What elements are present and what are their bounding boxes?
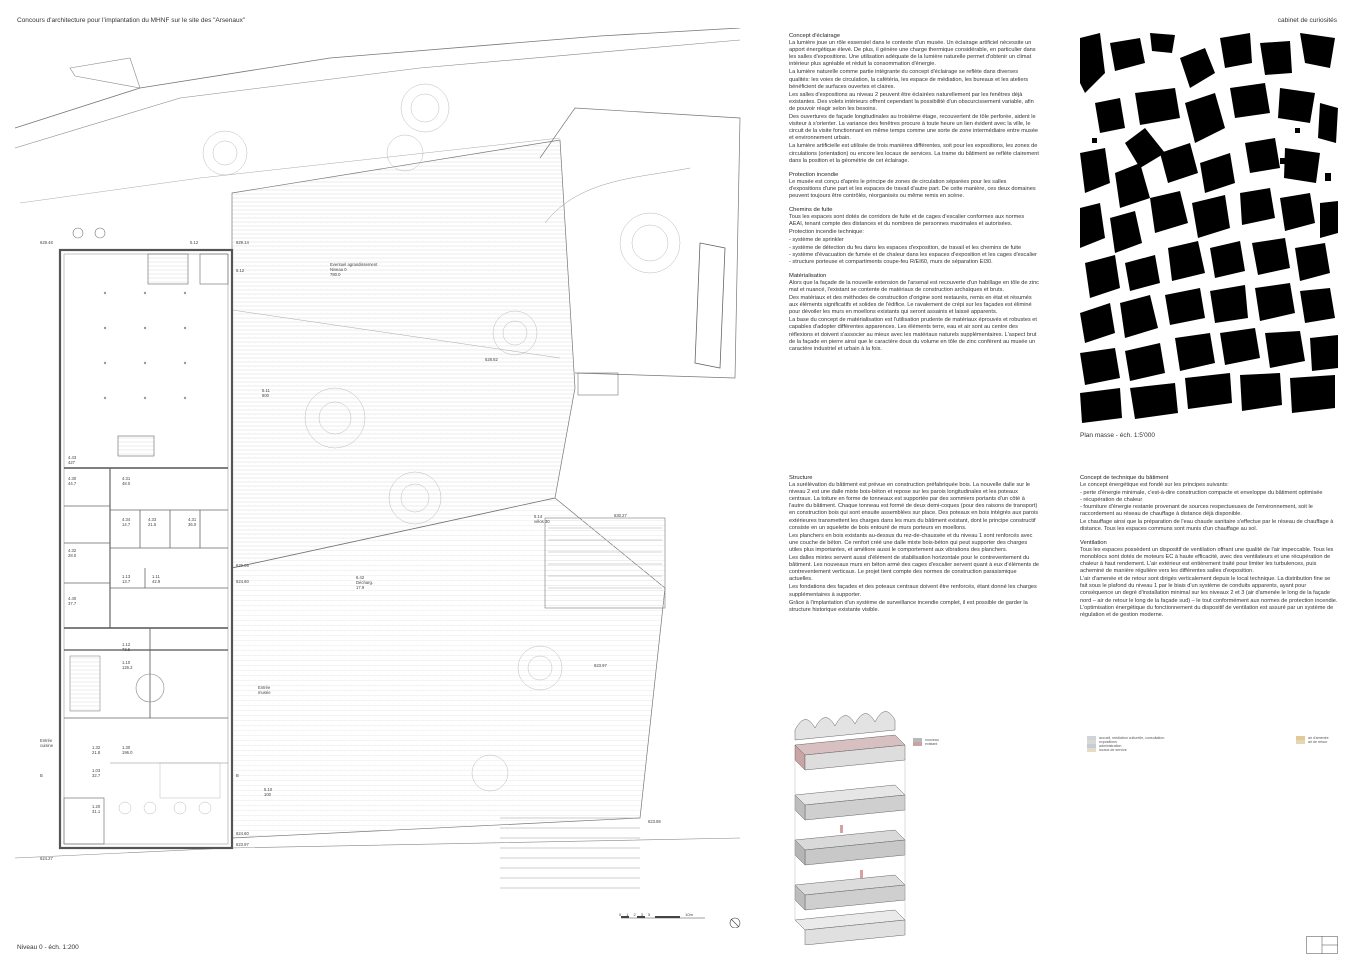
- paragraph: Les dalles mixtes servent aussi d'élément de stabilisation horizontale pour le contreventement du bâtiment. Les nouveaux murs en béton armé des cages d'escalier servent quant à eux d'éléments de contreventement verticaux. Le projet tient compte des normes de construction parasismique actuelles.: [789, 555, 1039, 583]
- list-item: - système de détection du feu dans les espaces d'exposition, de travail et les chemins de fuite: [789, 244, 1022, 251]
- paragraph: Les planchers en bois existants au-dessus du rez-de-chaussée et du niveau 1 sont renforcés avec une couche de béton. Ce renfort créé une dalle mixte bois-béton qui peut supporter des charges utiles plus importantes, et améliore aussi le comportement aux vibrations des planchers.: [789, 532, 1033, 553]
- legend-col-1: [913, 738, 939, 746]
- plan-label: 624.60: [236, 831, 249, 836]
- section-incendie: [789, 172, 1039, 200]
- list-item: - fourniture d'énergie restante provenant de sources respectueuses de l'environnement, soit le raccordement au réseau de chauffage à distance déjà disponible.: [1080, 504, 1313, 518]
- legend-item: [913, 742, 939, 746]
- list-item: - système de sprinkler: [789, 237, 844, 244]
- list-item: - récupération de chaleur: [1080, 497, 1143, 504]
- scale-tick: 10m: [685, 912, 693, 917]
- section-title: Protection incendie: [789, 171, 839, 178]
- scale-tick: 2: [633, 912, 636, 917]
- legend-col-2: [1087, 736, 1164, 752]
- plan-label: 1.11 42.9: [152, 574, 161, 584]
- sheet-index-icon: [1306, 936, 1338, 954]
- paragraph: Tous les espaces possèdent un dispositif de ventilation offrant une qualité de l'air impeccable. Tous les monoblocs sont dotés de moteurs EC à haute efficacité, avec des ventilateurs et une récupération de chaleur à haut rendement. L'air extérieur est entièrement traité pour limiter les turbulences, puis acheminé de manière régulière vers les différentes salles d'exposition.: [1080, 546, 1334, 575]
- legend-swatch: [1296, 740, 1305, 744]
- paragraph: La lumière naturelle comme partie intégrante du concept d'éclairage se reflète dans diverses qualités: les voies de circulation, la cafétéria, les espace de médiation, les bureaux et les ateliers bénéficient de surfaces ouvertes et claires.: [789, 69, 1029, 90]
- plan-label: 1.30 196.0: [122, 745, 133, 755]
- plan-label: 1.20 31.1: [92, 804, 101, 814]
- legend-label: accueil, médiation culturelle, consultation: [1099, 736, 1165, 740]
- section-technique: [1080, 475, 1338, 533]
- plan-label: 623.97: [594, 663, 607, 668]
- header-title: Concours d'architecture pour l'implantation du MHNF sur le site des "Arsenaux": [17, 17, 246, 24]
- legend-label: air d'amenée: [1308, 736, 1329, 740]
- list-item: - perte d'énergie minimale, c'est-à-dire construction compacte et enveloppe du bâtiment optimisée: [1080, 490, 1323, 497]
- section-eclairage: [789, 33, 1039, 165]
- plan-label: 4.30 44.7: [68, 476, 77, 486]
- legend-label: existant: [925, 742, 938, 747]
- plan-label: 4.33 21.5: [148, 517, 157, 527]
- plan-label: 623.86: [648, 819, 661, 824]
- legend-label: locaux de service: [1099, 748, 1127, 753]
- plan-label: Entrée cuisine: [40, 738, 54, 748]
- text-column-technique: [1080, 475, 1338, 626]
- legend-col-3: [1296, 736, 1329, 744]
- plan-label: 624.27: [40, 856, 53, 861]
- plan-label: 1.32 21.8: [92, 745, 101, 755]
- paragraph: La surélévation du bâtiment est prévue en construction préfabriquée bois. La nouvelle dalle sur le niveau 2 est une dalle mixte bois-béton et repose sur les parois longitudinales et les poteaux centraux. La toiture en forme de tonneaux est supportée par des sommiers portants d'un côté à l'autre du bâtiment. Chaque tonneau est formé de deux demi-coques (pour des raisons de transport) en construction bois qui sont ensuite assemblées sur place. Des poteaux en bois intégrés aux parois extérieures transmettent les charges dans les murs du bâtiment existant, dont le principe constructif consiste en un squelette de bois entouré de murs porteurs en moellons.: [789, 482, 1039, 531]
- plan-label: 4.31 36.0: [188, 517, 197, 527]
- legend-swatch: [913, 742, 922, 746]
- paragraph: Des ouvertures de façade longitudinales au troisième étage, recouvertent de tôle perforée, aident le visiteur à s'orienter. La variance des fenêtres procure à toute heure un lien évident avec la ville, le circuit de la visite fonctionnant en même temps comme une sorte de zone intermédiaire entre musée et environnement urbain.: [789, 114, 1039, 142]
- paragraph: La base du concept de matérialisation est l'utilisation prudente de matériaux éprouvés et robustes et capables d'adopter différentes apparences. Les éléments terre, eau et air sont au centre des réflexions et doivent s'associer au mieux avec les matériaux naturels supplémentaires. L'aspect brut de la façade en pierre ainsi que le caractère doux du volume en tôle de zinc confèrent au musée un caractère industriel et urbain à la fois.: [789, 317, 1037, 352]
- legend-label: expositions: [1099, 740, 1117, 745]
- text-column-structure: [789, 475, 1039, 621]
- plan-label: 5.11 800: [262, 388, 270, 398]
- legend-label: administration: [1099, 744, 1122, 749]
- scale-tick: 5: [647, 912, 651, 917]
- paragraph: Le chauffage ainsi que la préparation de l'eau chaude sanitaire s'effectue par le réseau de chauffage à distance. Tous les espaces communs sont munis d'un chauffage au sol.: [1080, 518, 1334, 532]
- plan-label: 628.82: [485, 357, 498, 362]
- plan-label: 1.10 126.2: [122, 660, 133, 670]
- plan-label: 630.27: [614, 513, 627, 518]
- legend-label: nouveau: [925, 738, 939, 742]
- list-item: - structure porteuse et compartiments coupe-feu R/EI60, murs de séparation EI30.: [789, 258, 993, 265]
- paragraph: La lumière joue un rôle essensiel dans le contexte d'un musée. Un éclairage artificiel nécessite un apport énergétique élevé. De plus, il génère une charge thermique considérable, en particulier dans les salles d'expositions. Une utilisation adéquate de la lumière naturelle permet d'obtenir un climat intérieur plus agréable et réduit la consommation d'énergie.: [789, 40, 1036, 68]
- plan-label: 624.60: [236, 579, 249, 584]
- axonometric-diagram: [790, 700, 910, 945]
- scale-tick: 1: [626, 912, 629, 917]
- section-title: Chemins de fuite: [789, 207, 833, 214]
- header-office: cabinet de curiosités: [1277, 17, 1337, 24]
- scale-tick: 3: [640, 912, 643, 917]
- ground-floor-plan: [0, 28, 765, 928]
- list: [789, 237, 1039, 265]
- paragraph: Alors que la façade de la nouvelle extension de l'arsenal est recouverte d'un habillage en tôle de zinc mat et nuancé, l'existant se contente de matériaux de construction archaïques et bruts.: [789, 279, 1039, 293]
- plan-label: 629.05: [236, 563, 249, 568]
- scale-tick: 0: [619, 912, 622, 917]
- legend-label: air de retour: [1308, 740, 1328, 745]
- paragraph: La lumière artificielle est utilisée de trois manières différentes, soit pour les expositions, les zones de circulations (orientation) ou encore les locaux de services. La trame du bâtiment se reflète clairement dans la position et la géométrie de cet éclairage.: [789, 143, 1039, 164]
- plan-label: 5.14 vélos 30: [534, 514, 550, 524]
- paragraph: Le musée est conçu d'après le principe de zones de circulation séparées pour les salles d'expositions d'une part et les espaces de travail d'autre part. De cette manière, ces deux domaines peuvent toujours être contrôlés, réorganisés ou même remis en scène.: [789, 178, 1036, 199]
- plan-label: 5.12: [236, 268, 245, 273]
- plan-label: 5.12: [190, 240, 199, 245]
- plan-label: 1.03 32.7: [92, 768, 101, 778]
- paragraph: Grâce à l'implantation d'un système de surveillance incendie complet, il est possible de garder la structure historique existante visible.: [789, 599, 1028, 613]
- section-title: Matérialisation: [789, 272, 827, 279]
- list: [1080, 490, 1338, 518]
- plan-caption: Niveau 0 - éch. 1:200: [17, 944, 79, 951]
- list-item: - système d'évacuation de fumée et de chaleur dans les espaces d'exposition et les cages d'escalier: [789, 251, 1037, 258]
- paragraph: Les salles d'expositions au niveau 2 peuvent être éclairées naturellement par les fenêtres déjà existantes. Des volets intérieurs offrent cependant la possibilité d'un obscurcissement variable, afin de pouvoir réagir selon les besoins.: [789, 91, 1034, 112]
- plan-label: 5.10 100: [264, 787, 273, 797]
- paragraph: Les fondations des façades et des poteaux centraux doivent être renforcés, étant donné les charges supplémentaires à supporter.: [789, 584, 1037, 598]
- section-fuite: [789, 207, 1039, 266]
- text-column-upper: [789, 33, 1039, 360]
- plan-label: 1.13 13.7: [122, 574, 131, 584]
- plan-label: 1.12 73.5: [122, 642, 131, 652]
- plan-label: Eventuel agrandissement Niveau 0 780.0: [330, 262, 378, 277]
- legend-item: [1296, 740, 1329, 744]
- plan-label: Entrée musée: [258, 685, 271, 695]
- situation-caption: Plan masse - éch. 1:5'000: [1080, 432, 1155, 439]
- plan-label: 4.31 48.0: [122, 476, 131, 486]
- section-title: Concept de technique du bâtiment: [1080, 475, 1169, 481]
- section-title: Ventilation: [1080, 539, 1107, 546]
- plan-label: 4.43 427: [68, 455, 77, 465]
- section-title: Structure: [789, 475, 813, 481]
- section-materialisation: [789, 273, 1039, 353]
- legend-swatch: [1087, 748, 1096, 752]
- plan-label: 629.14: [236, 240, 249, 245]
- plan-label: 4.32 28.0: [68, 548, 77, 558]
- situation-plan: [1080, 33, 1338, 426]
- plan-label: 623.97: [236, 842, 249, 847]
- paragraph: Protection incendie technique:: [789, 229, 864, 236]
- plan-label: 629.48: [40, 240, 53, 245]
- paragraph: L'air d'amenée et de retour sont dirigés verticalement depuis le local technique. La distribution fine se fait sous le plafond du niveau 1 par le biais d'un système de conduits apparents, ayant pour conséquence un degré d'installation minimal sur les niveaux 2 et 3 (air d'amenée le long de la façade nord – air de retour le long de la façade sud) – le tout conformément aux normes de protection incendie. L'optimisation énergétique du fonctionnement du dispositif de ventilation est assuré par un système de régulation et de gestion moderne.: [1080, 576, 1338, 618]
- plan-label: 4.34 14.7: [122, 517, 131, 527]
- plan-label: B: [40, 773, 43, 778]
- section-ventilation: [1080, 540, 1338, 619]
- plan-label: B: [236, 773, 239, 778]
- plan-label: 4.40 37.7: [68, 596, 77, 606]
- scale-ticks: [619, 912, 693, 917]
- plan-label: 6.42 Décharg. 17.9: [356, 575, 373, 590]
- section-structure: [789, 475, 1039, 614]
- paragraph: Le concept énergétique est fondé sur les principes suivants:: [1080, 482, 1229, 489]
- paragraph: Tous les espaces sont dotés de corridors de fuite et de cages d'escalier conformes aux normes AEAI, tenant compte des distances et du nombres de personnes maximales et autorisées.: [789, 214, 1025, 228]
- legend-item: [1087, 748, 1164, 752]
- section-title: Concept d'éclairage: [789, 33, 841, 39]
- paragraph: Des matériaux et des méthodes de construction d'origine sont restaurés, remis en état et résumés aux éléments significatifs et solides de l'édifice. Le ravalement de crépi sur les façades est éliminé pour dévoiler les murs en moellons existants qui seront assainis et laissé apparents.: [789, 295, 1032, 316]
